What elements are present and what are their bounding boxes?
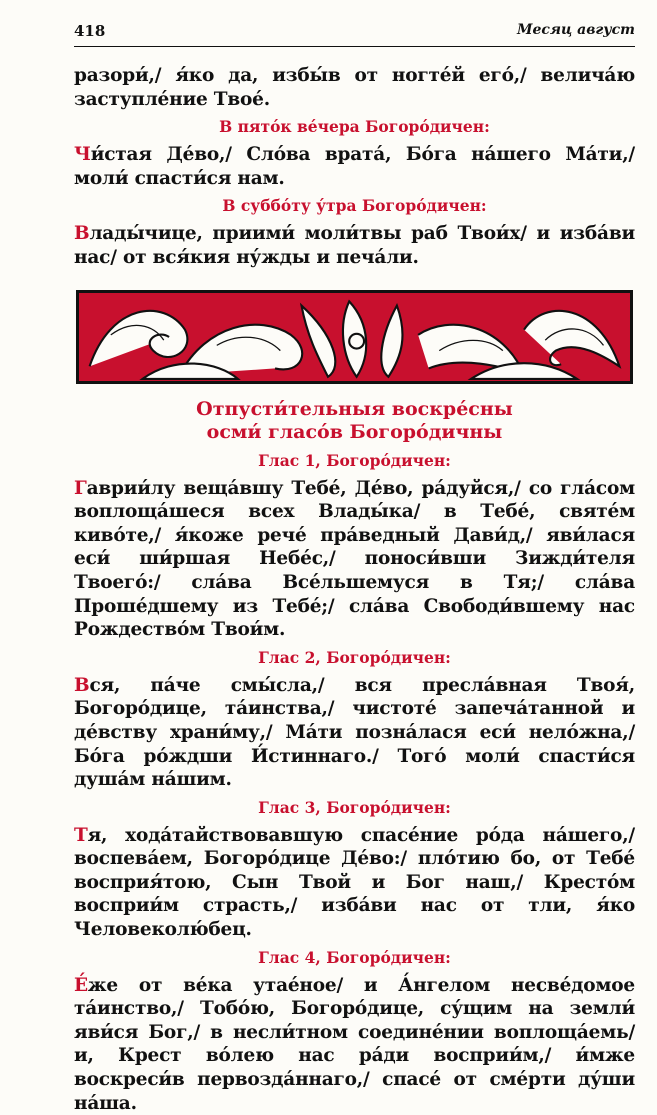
section-title [74, 398, 635, 444]
section-title-line: осми́ гласо́в Богоро́дичны [206, 420, 503, 443]
section-title-line: Отпусти́тельныя воскре́сны [196, 397, 513, 420]
drop-initial: Е́ [74, 974, 88, 996]
tone-3-hymn [74, 824, 635, 942]
tone-2-hymn [74, 674, 635, 792]
tone-2-rubric: Глас 2, Богоро́дичен: [258, 647, 451, 667]
hymn-text: лады́чице, приими́ моли́твы раб Твои́х/ и изба́ви нас/ от вся́кия ну́жды и печа́ли. [74, 223, 635, 268]
page-number: 418 [74, 22, 106, 40]
header-rule [74, 46, 635, 47]
hymn-text: и́стая Де́во,/ Сло́ва врата́, Бо́га на́шего Ма́ти,/ моли́ спасти́ся нам. [74, 144, 635, 189]
tone-1-rubric: Глас 1, Богоро́дичен: [258, 450, 451, 470]
tone-3-rubric: Глас 3, Богоро́дичен: [258, 797, 451, 817]
saturday-hymn [74, 222, 635, 269]
running-title: Месяц август [516, 22, 635, 38]
friday-hymn [74, 143, 635, 190]
tone-4-hymn [74, 974, 635, 1115]
hymn-text: я, хода́тайствовавшую спасе́ние ро́да на́шего,/ воспева́ем, Богоро́дице Де́во:/ пло́тию бо, от Тебе́ восприя́тою, Сын Твой и Бог наш,/ Кресто́м восприи́м страсть,/ изба́ви нас от тли, я́ко Человеколю́бец. [74, 824, 635, 941]
tone-4-rubric: Глас 4, Богоро́дичен: [258, 947, 451, 967]
page-header [74, 20, 635, 42]
page-content [74, 64, 635, 1115]
drop-initial: Т [74, 824, 88, 846]
hymn-text: же от ве́ка утае́ное/ и А́нгелом несве́домое та́инство,/ Тобо́ю, Богоро́дице, су́щим на земли́ яви́ся Бог,/ в несли́тном соедине́нии воплоща́емь/ и, Крест во́лею нас ра́ди восприи́м,/ и́мже воскреси́в первозда́ннаго,/ спасе́ от сме́рти ду́ши на́ша. [74, 974, 635, 1114]
hymn-text: аврии́лу веща́вшу Тебе́, Де́во, ра́дуйся,/ со гла́сом воплоща́шеся всех Влады́ка/ в Тебе́, святе́м киво́те,/ я́коже рече́ пра́ведный Дави́д,/ яви́лася еси́ ши́ршая Небе́с,/ поноси́вши Зижди́теля Твоего́:/ сла́ва Все́льшемуся в Тя;/ сла́ва Проше́дшему из Тебе́;/ сла́ва Свободи́вшему нас Рождество́м Твои́м. [74, 477, 635, 641]
tone-1-hymn [74, 477, 635, 642]
floral-ornament-icon [76, 290, 633, 384]
continuation-paragraph: разори́,/ я́ко да, избы́в от ногте́й его́,/ велича́ю заступле́ние Твое́. [74, 65, 635, 110]
saturday-rubric: В суббо́ту у́тра Богоро́дичен: [222, 196, 487, 216]
drop-initial: Г [74, 477, 87, 499]
drop-initial: В [74, 674, 90, 696]
hymn-text: ся, па́че смы́сла,/ вся пресла́вная Твоя́, Богоро́дице, та́инства,/ чистоте́ запеча́танной и де́вству храни́му,/ Ма́ти позна́лася еси́ нело́жна,/ Бо́га ро́ждши И́стиннаго./ Того́ моли́ спасти́ся душа́м на́шим. [74, 674, 635, 791]
drop-initial: В [74, 223, 90, 245]
friday-rubric: В пято́к ве́чера Богоро́дичен: [219, 117, 490, 137]
drop-initial: Ч [74, 144, 91, 166]
